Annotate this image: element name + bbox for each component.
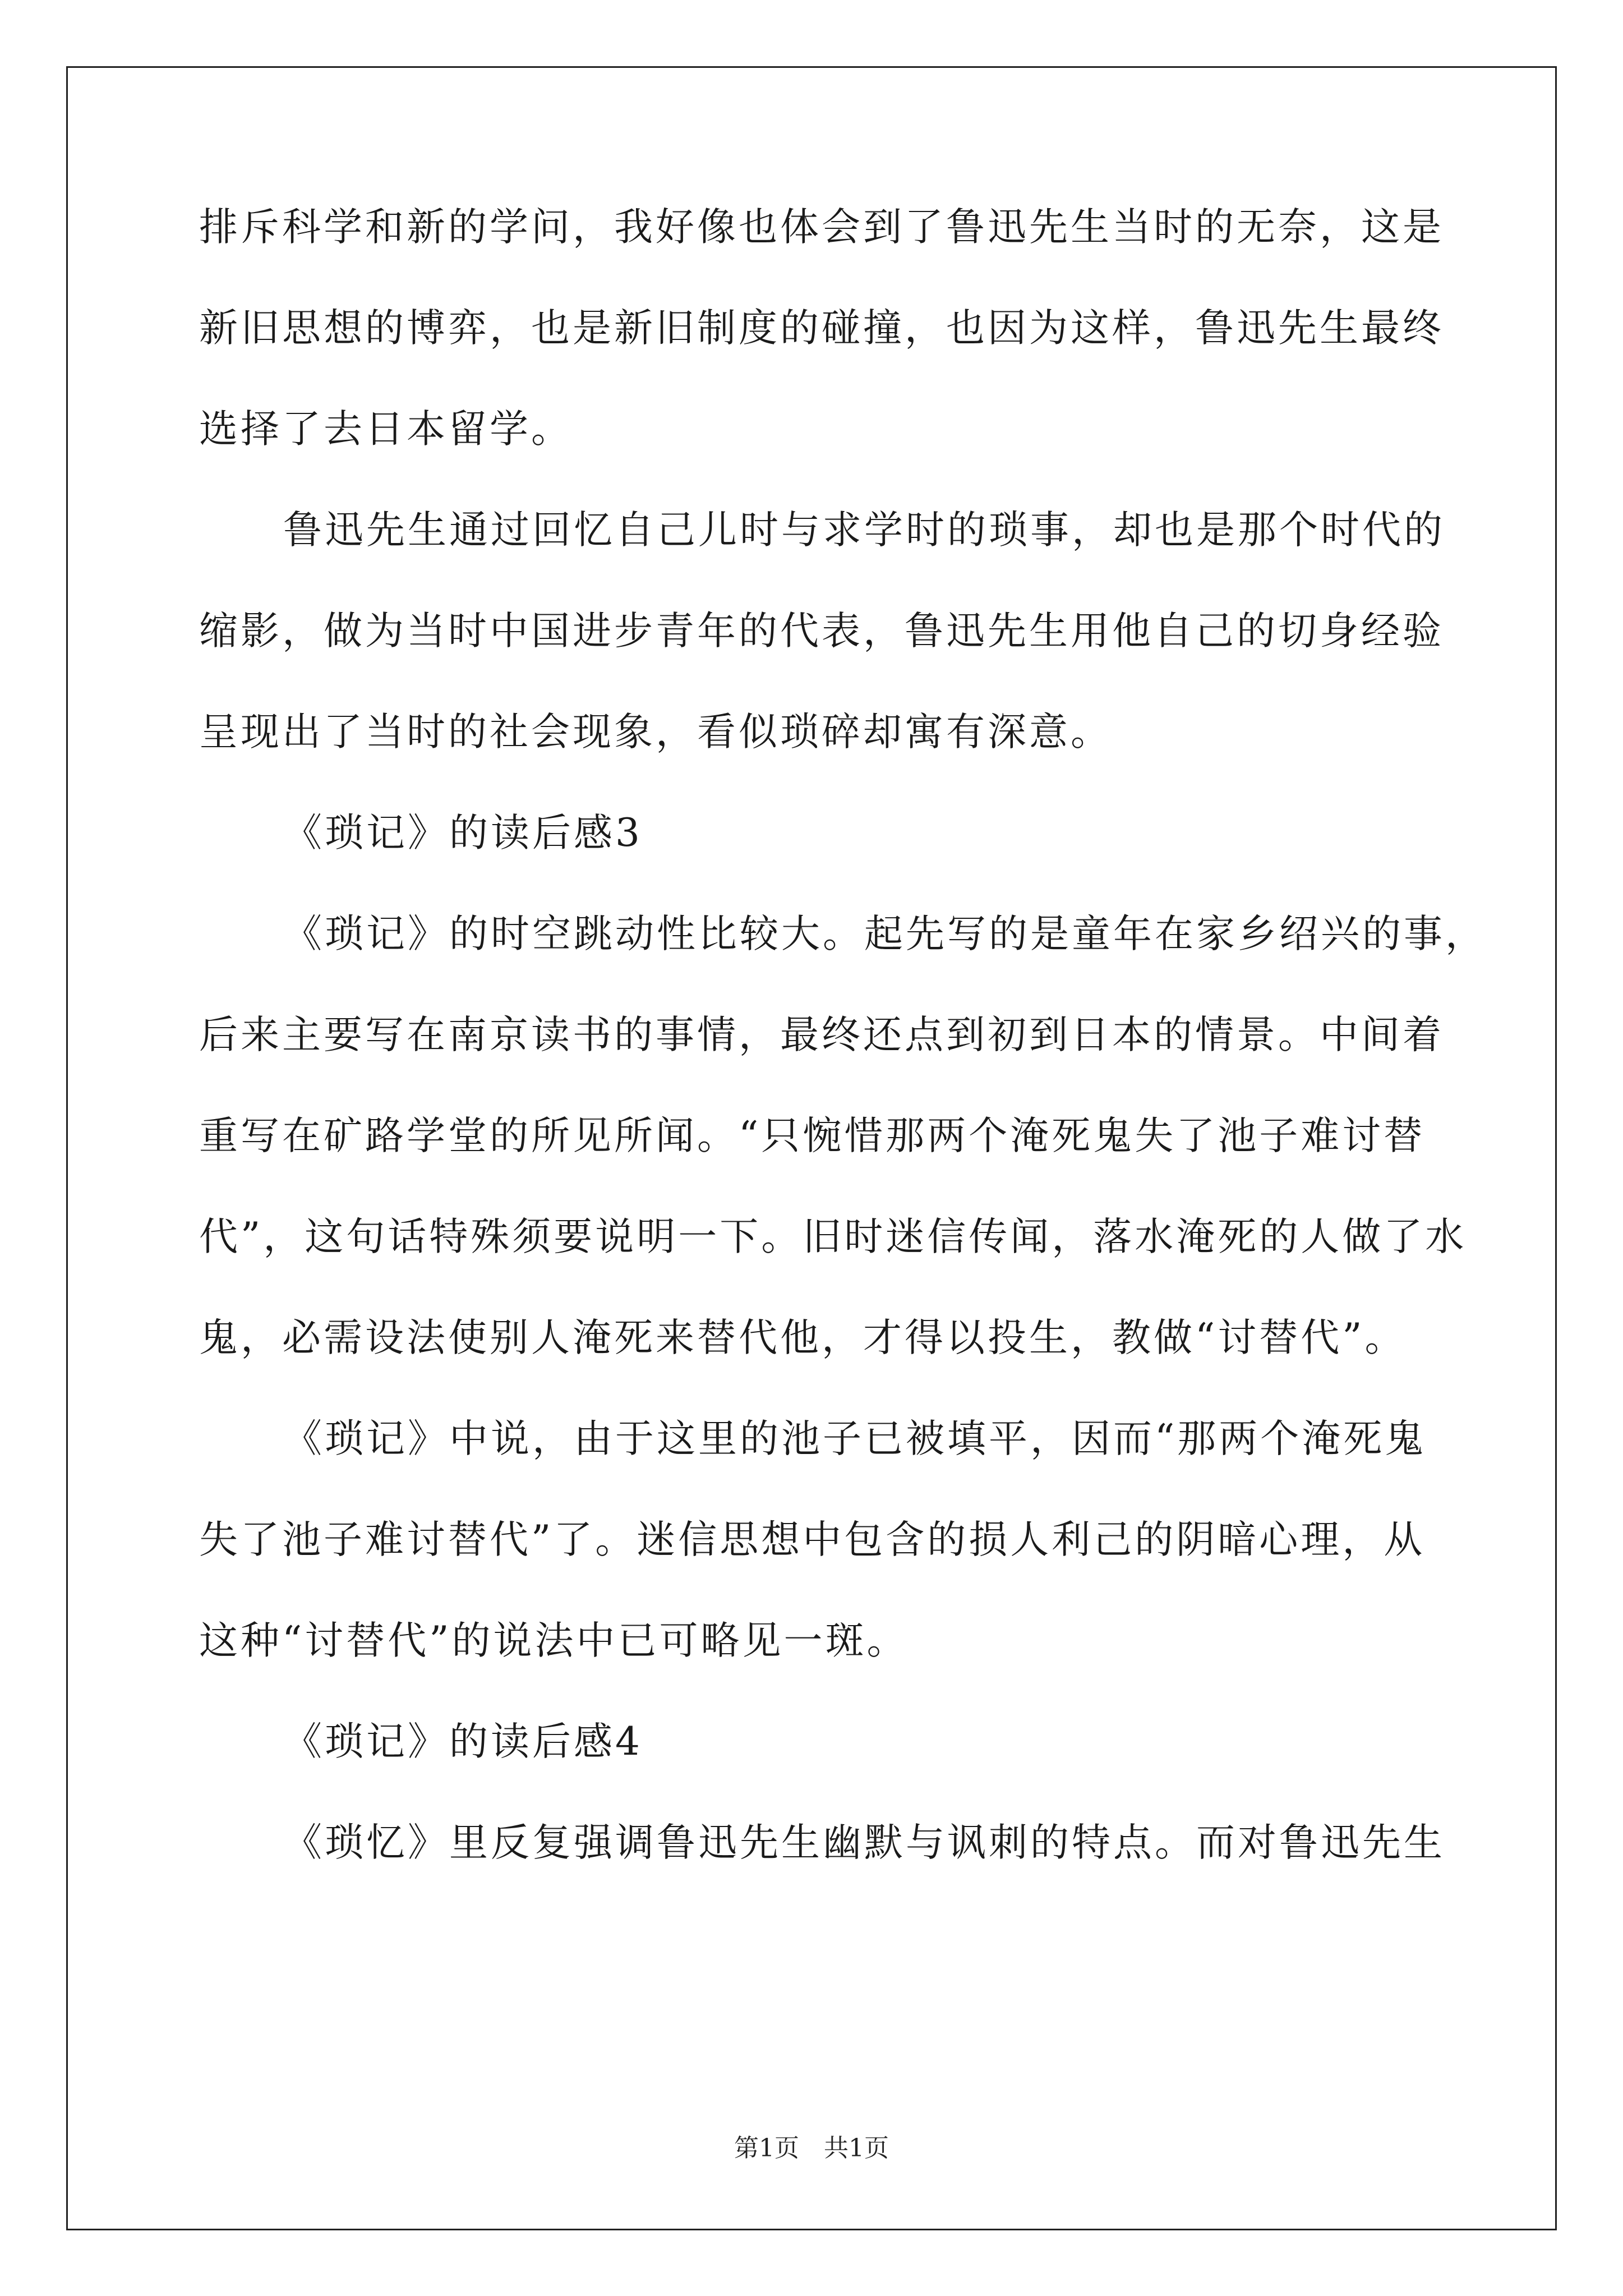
paragraph-3-line: 《琐记》的时空跳动性比较大。起先写的是童年在家乡绍兴的事， xyxy=(283,912,1487,956)
paragraph-4-line: 这种“讨替代”的说法中已可略见一斑。 xyxy=(199,1618,909,1663)
paragraph-4-line: 失了池子难讨替代”了。迷信思想中包含的损人利己的阴暗心理，从 xyxy=(199,1517,1426,1562)
paragraph-1-line: 排斥科学和新的学问，我好像也体会到了鲁迅先生当时的无奈，这是 xyxy=(199,205,1444,250)
page-number-current: 第1页 xyxy=(734,2134,799,2162)
paragraph-3-line: 重写在矿路学堂的所见所闻。“只惋惜那两个淹死鬼失了池子难讨替 xyxy=(199,1114,1426,1158)
section-heading-4: 《琐记》的读后感4 xyxy=(283,1719,643,1764)
page-number-total: 共1页 xyxy=(824,2134,889,2162)
paragraph-2-line: 呈现出了当时的社会现象，看似琐碎却寓有深意。 xyxy=(199,710,1112,754)
paragraph-1-line: 选择了去日本留学。 xyxy=(199,407,573,452)
paragraph-5-line: 《琐忆》里反复强调鲁迅先生幽默与讽刺的特点。而对鲁迅先生 xyxy=(283,1820,1445,1865)
paragraph-1-line: 新旧思想的博弈，也是新旧制度的碰撞，也因为这样，鲁迅先生最终 xyxy=(199,306,1444,351)
paragraph-4-line: 《琐记》中说，由于这里的池子已被填平，因而“那两个淹死鬼 xyxy=(283,1416,1427,1461)
page-footer xyxy=(0,2132,1623,2165)
paragraph-3-line: 后来主要写在南京读书的事情，最终还点到初到日本的情景。中间着 xyxy=(199,1013,1444,1057)
paragraph-2-line: 缩影，做为当时中国进步青年的代表，鲁迅先生用他自己的切身经验 xyxy=(199,609,1444,654)
section-heading-3: 《琐记》的读后感3 xyxy=(283,811,643,855)
paragraph-2-line: 鲁迅先生通过回忆自己儿时与求学时的琐事，却也是那个时代的 xyxy=(283,508,1445,553)
paragraph-3-line: 代”，这句话特殊须要说明一下。旧时迷信传闻，落水淹死的人做了水 xyxy=(199,1214,1467,1259)
paragraph-3-line: 鬼，必需设法使别人淹死来替代他，才得以投生，教做“讨替代”。 xyxy=(199,1315,1407,1360)
